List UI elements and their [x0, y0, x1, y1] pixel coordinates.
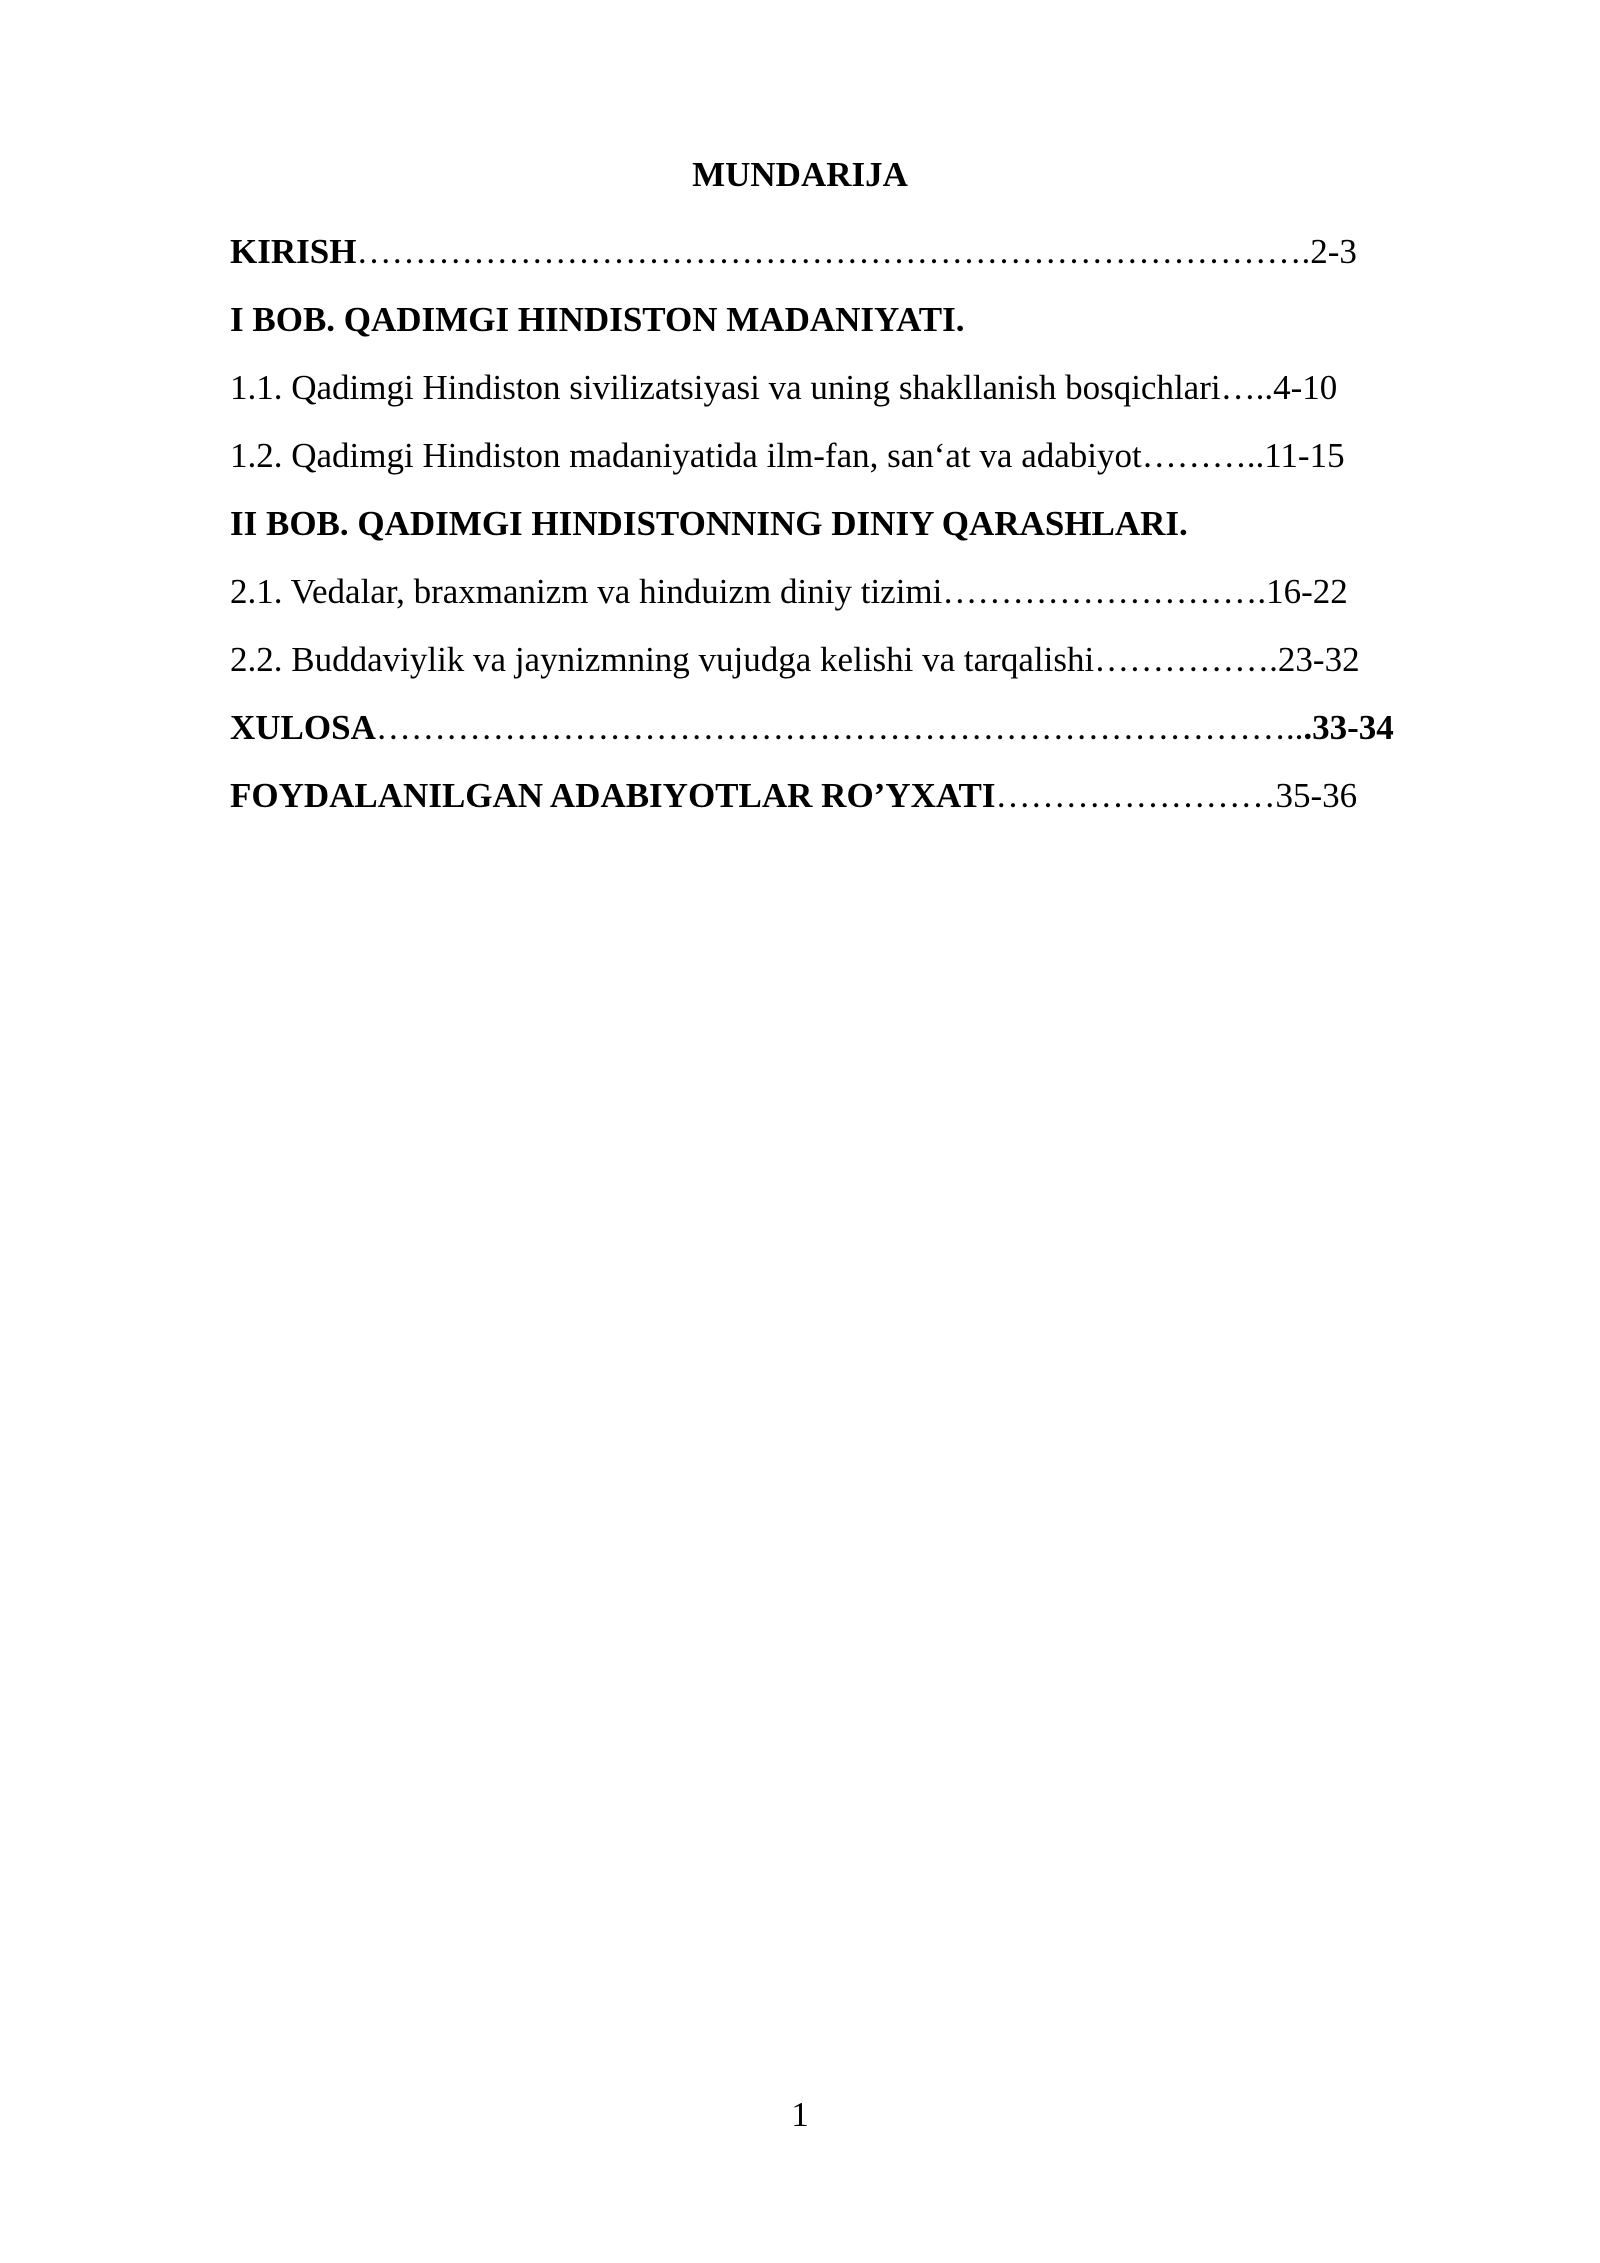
toc-leader-dots: ……………………………………………………………………….: [356, 232, 1311, 271]
page-title: MUNDARIJA: [692, 155, 908, 194]
toc-page-range: .33-34: [1303, 708, 1394, 747]
toc-entry-2-2: [230, 626, 1394, 694]
toc-label: XULOSA: [230, 708, 376, 747]
toc-label: II BOB. QADIMGI HINDISTONNING DINIY QARASHLARI.: [230, 504, 1188, 543]
toc-leader-dots: ………..: [1141, 436, 1265, 475]
toc-entry-1-1: [230, 354, 1394, 422]
toc-entry-1-2: [230, 422, 1394, 490]
toc-entry-xulosa: [230, 694, 1394, 762]
toc-label: 1.1. Qadimgi Hindiston sivilizatsiyasi va uning shakllanish bosqichlari: [230, 368, 1221, 407]
toc-label: 2.1. Vedalar, braxmanizm va hinduizm diniy tizimi: [230, 572, 943, 611]
toc-leader-dots: ……………………: [995, 776, 1276, 815]
page-number: 1: [791, 2095, 809, 2134]
toc-label: FOYDALANILGAN ADABIYOTLAR RO’YXATI: [230, 776, 996, 815]
toc-page-range: 2-3: [1310, 232, 1357, 271]
toc-leader-dots: ……………………………………………………………………..: [375, 708, 1304, 747]
toc-label: KIRISH: [230, 232, 357, 271]
toc-entry-kirish: [230, 218, 1394, 286]
toc-page-range: 35-36: [1275, 776, 1358, 815]
toc-label: 1.2. Qadimgi Hindiston madaniyatida ilm-fan, san‘at va adabiyot: [230, 436, 1142, 475]
toc-page-range: 23-32: [1277, 640, 1360, 679]
table-of-contents: [230, 218, 1394, 830]
toc-page-range: 4-10: [1273, 368, 1338, 407]
toc-leader-dots: ……………………….: [942, 572, 1267, 611]
toc-leader-dots: …..: [1220, 368, 1274, 407]
toc-leader-dots: …………….: [1094, 640, 1278, 679]
toc-label: I BOB. QADIMGI HINDISTON MADANIYATI.: [230, 300, 965, 339]
toc-entry-2-1: [230, 558, 1394, 626]
toc-entry-chapter-1: [230, 286, 1394, 354]
toc-entry-chapter-2: [230, 490, 1394, 558]
toc-page-range: 11-15: [1264, 436, 1345, 475]
toc-page-range: 16-22: [1266, 572, 1348, 611]
toc-label: 2.2. Buddaviylik va jaynizmning vujudga kelishi va tarqalishi: [230, 640, 1095, 679]
toc-entry-references: [230, 762, 1394, 830]
